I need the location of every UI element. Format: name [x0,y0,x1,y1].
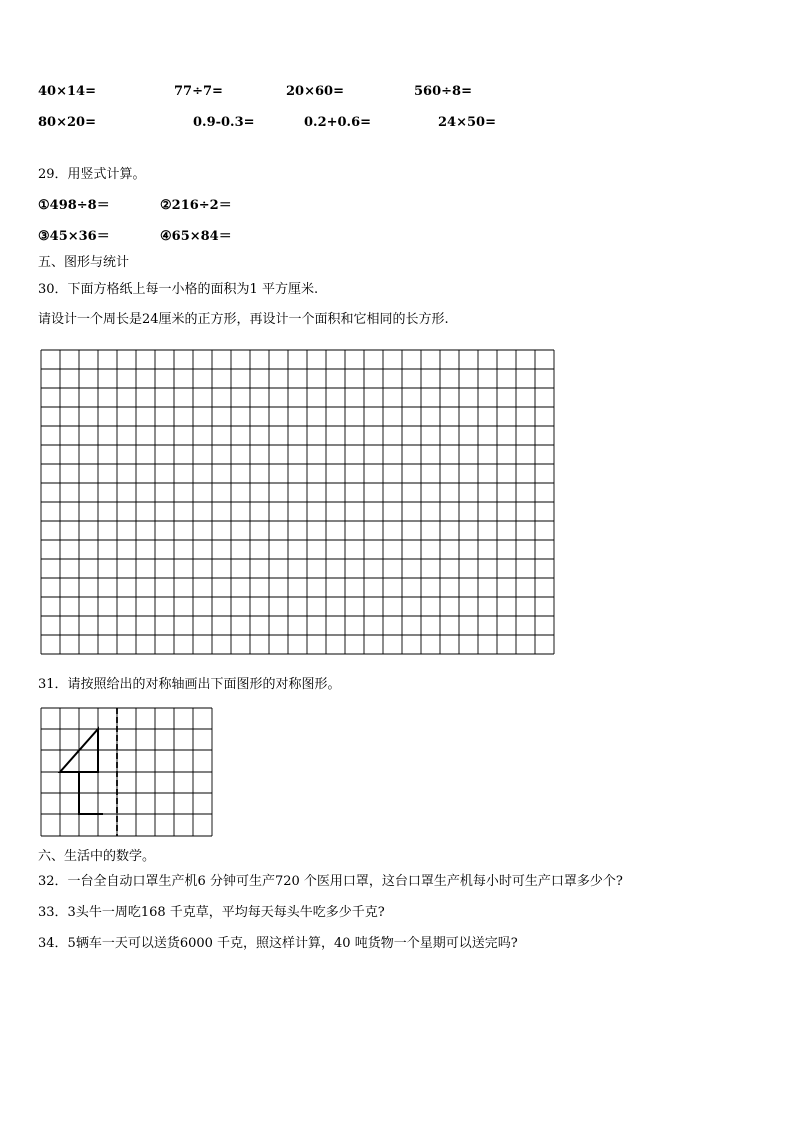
arith-item-3: 20×60= [286,84,344,99]
q29-item-4: ④65×84＝ [160,229,232,244]
square-grid-paper [40,349,556,656]
given-figure [60,729,103,814]
question-32-text: 32．一台全自动口罩生产机6 分钟可生产720 个医用口罩，这台口罩生产机每小时可生产口罩多少个? [38,874,623,889]
section-5-heading: 五、图形与统计 [38,255,130,270]
section-6-heading: 六、生活中的数学。 [38,849,156,864]
arith-item-4: 560÷8= [414,84,472,99]
q29-item-1: ①498÷8＝ [38,198,110,213]
question-30-line-2: 请设计一个周长是24厘米的正方形，再设计一个面积和它相同的长方形. [38,312,449,327]
arith-item-8: 24×50= [438,115,496,130]
question-29-title: 29．用竖式计算。 [38,167,146,182]
arith-item-6: 0.9-0.3= [193,115,255,130]
arith-item-7: 0.2+0.6= [304,115,372,130]
question-33-text: 33．3头牛一周吃168 千克草，平均每天每头牛吃多少千克? [38,905,385,920]
question-34-text: 34．5辆车一天可以送货6000 千克，照这样计算，40 吨货物一个星期可以送完吗? [38,936,518,951]
arith-item-5: 80×20= [38,115,96,130]
q29-item-3: ③45×36＝ [38,229,110,244]
arith-item-2: 77÷7= [174,84,223,99]
question-31-text: 31．请按照给出的对称轴画出下面图形的对称图形。 [38,677,341,692]
question-30-line-1: 30．下面方格纸上每一小格的面积为1 平方厘米. [38,282,319,297]
symmetry-grid [40,707,214,838]
q29-item-2: ②216÷2＝ [160,198,232,213]
arith-item-1: 40×14= [38,84,96,99]
